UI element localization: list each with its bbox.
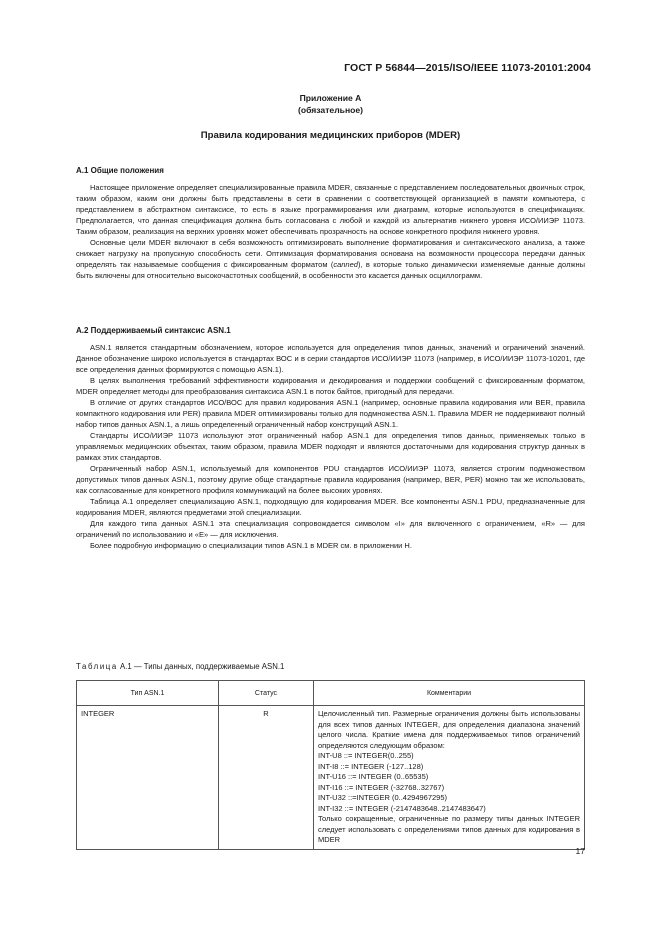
column-header-status: Статус bbox=[219, 681, 314, 706]
cell-status: R bbox=[219, 706, 314, 850]
italic-term: canned bbox=[333, 260, 358, 269]
section-a2-title: А.2 Поддерживаемый синтаксис ASN.1 bbox=[76, 326, 231, 335]
comment-outro: Только сокращенные, ограниченные по размеру типы данных INTEGER следует использовать с определениями типов данных для кодирования в MDER bbox=[318, 814, 580, 844]
text-run: Основные цели MDER включают в себя возможность оптимизировать выполнение форматирования и синтаксического анализа, а также снижает нагрузку на пропускную способность сети. Оптимизация форматирования основана на возможности процессора передачи данных определять так называемые сообщения с фиксированным форматом ( bbox=[76, 238, 585, 269]
section-a2-paragraph: Ограниченный набор ASN.1, используемый для компонентов PDU стандартов ИСО/ИИЭР 11073, является строгим подмножеством допустимых типов данных ASN.1, поэтому другие обще стандартные правила кодирования (например, BER, PER) можно так же использовать, как согласованные для конкретного профиля коммуникаций на более высоких уровнях. bbox=[76, 464, 585, 495]
appendix-subtitle: (обязательное) bbox=[297, 105, 364, 115]
comment-intro: Целочисленный тип. Размерные ограничения должны быть использованы для всех типов данных INTEGER, для определения диапазона значений целого числа. Краткие имена для поддерживаемых типов ограничений определяются следующим образом: bbox=[318, 709, 580, 750]
section-a2-paragraph: Более подробную информацию о специализации типов ASN.1 в MDER см. в приложении Н. bbox=[90, 541, 412, 550]
text-run: ), в которые только динамически изменяемые данные должны быть включены для относительно высокочастотных сообщений, в особенности это касается данных осциллограмм. bbox=[76, 260, 585, 280]
type-definition: INT-U32 ::=INTEGER (0..4294967295) bbox=[318, 793, 448, 802]
column-header-comments: Комментарии bbox=[314, 681, 585, 706]
table-row bbox=[77, 706, 585, 850]
type-definition: INT-I32 ::= INTEGER (-2147483648..2147483647) bbox=[318, 803, 486, 813]
type-definition: INT-U16 ::= INTEGER (0..65535) bbox=[318, 772, 429, 781]
section-a1-title: А.1 Общие положения bbox=[76, 166, 164, 175]
appendix-title: Приложение А bbox=[299, 93, 362, 103]
page-number: 17 bbox=[575, 846, 585, 856]
type-definition: INT-U8 ::= INTEGER(0..255) bbox=[318, 751, 414, 760]
table-header-row bbox=[77, 681, 585, 706]
table-caption bbox=[76, 662, 284, 671]
table-caption-label: Таблица bbox=[76, 662, 118, 671]
type-definition: INT-I8 ::= INTEGER (-127..128) bbox=[318, 761, 424, 771]
section-a1-paragraph: Настоящее приложение определяет специализированные правила MDER, связанные с представлением последовательных двоичных строк, таким образом, каким они должны быть представлены в сети в сравнении с соответствующей организацией в памяти компьютера, с представлением в абстрактном синтаксисе, то есть в языке программирования или диаграмм, которые используются в спецификациях. Предполагается, что данная спецификация должна быть согласована с любой и каждой из альтернатив нижнего уровня ИСО/ИИЭР 11073. Таким образом, реализация на верхних уровнях может обеспечивать прозрачность на основе конкретного профиля нижнего уровня. bbox=[76, 183, 585, 236]
column-header-type: Тип ASN.1 bbox=[77, 681, 219, 706]
section-a2-paragraph: В отличие от других стандартов ИСО/ВОС для правил кодирования ASN.1 (например, основные правила кодирования или BER, правила компактного кодирования или PER) правила MDER оптимизированы только для подмножества ASN.1. Правила MDER не поддерживают полный набор типов данных ASN.1, а лишь определенный ограниченный набор конструкций ASN.1. bbox=[76, 398, 585, 429]
section-a2-paragraph: Таблица А.1 определяет специализацию ASN.1, подходящую для кодирования MDER. Все компоненты ASN.1 PDU, предназначенные для кодирования MDER, являются предметами этой специализации. bbox=[76, 497, 585, 517]
section-a2-paragraph: Для каждого типа данных ASN.1 эта специализация сопровождается символом «I» для включенного с ограничением, «R» — для ограничений по использованию и «E» — для исключения. bbox=[76, 519, 585, 539]
section-a2 bbox=[76, 326, 585, 551]
section-a2-paragraph: ASN.1 является стандартным обозначением, которое используется для определения типов данных, значений и ограничений значений. Данное обозначение широко используется в стандартах ВОС и в серии стандартов ИСО/ИИЭР 11073 (например, в ИСО/ИИЭР 11073-10201, где все определения данных формируются с помощью ASN.1). bbox=[76, 343, 585, 374]
section-a1-paragraph bbox=[76, 237, 585, 281]
asn1-types-table bbox=[76, 680, 585, 850]
standard-header: ГОСТ Р 56844—2015/ISO/IEEE 11073-20101:2004 bbox=[344, 62, 591, 74]
appendix-heading: Правила кодирования медицинских приборов (MDER) bbox=[200, 130, 461, 141]
table-caption-text: А.1 — Типы данных, поддерживаемые ASN.1 bbox=[119, 662, 285, 671]
cell-comment bbox=[314, 706, 585, 850]
section-a2-paragraph: В целях выполнения требований эффективности кодирования и декодирования и поддержки сообщений с фиксированным форматом, MDER определяет методы для преобразования синтаксиса ASN.1 в поток байтов, пригодный для передачи. bbox=[76, 376, 585, 396]
cell-type: INTEGER bbox=[77, 706, 219, 850]
type-definition: INT-I16 ::= INTEGER (-32768..32767) bbox=[318, 782, 445, 792]
section-a1 bbox=[76, 166, 585, 281]
section-a2-paragraph: Стандарты ИСО/ИИЭР 11073 используют этот ограниченный набор ASN.1 для определения типов данных, применяемых только в управляемых медицинских объектах, таким образом, правила MDER подходят и являются достаточными для кодирования структур данных в рамках этих стандартов. bbox=[76, 431, 585, 462]
